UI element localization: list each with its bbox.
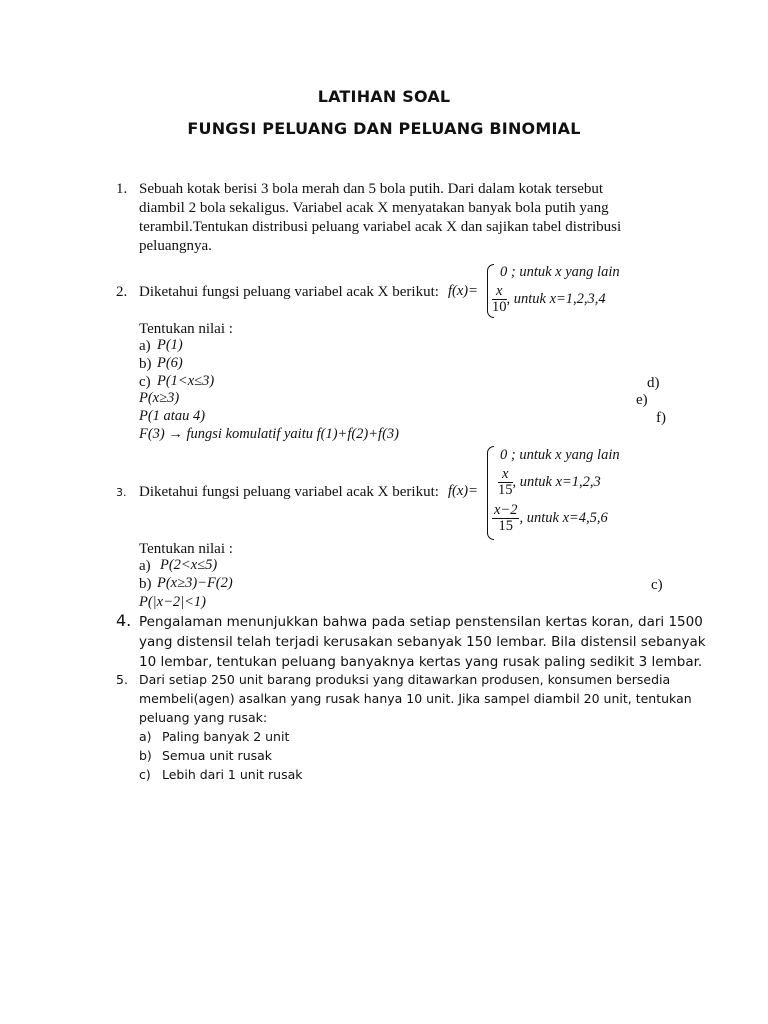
piecewise-case: 0 ; untuk x yang lain bbox=[500, 447, 620, 463]
document-title: LATIHAN SOAL bbox=[317, 87, 451, 106]
question-number: 4. bbox=[116, 611, 132, 630]
item-label: c) bbox=[139, 374, 151, 390]
list-item-label: a) bbox=[139, 729, 152, 744]
fraction-denominator: 15 bbox=[498, 518, 513, 534]
item-label: f) bbox=[656, 410, 666, 426]
question-line: Pengalaman menunjukkan bahwa pada setiap penstensilan kertas koran, dari 1500 bbox=[139, 614, 703, 630]
fraction-denominator: 10 bbox=[492, 299, 507, 315]
piecewise-case bbox=[498, 467, 601, 498]
fraction-denominator: 15 bbox=[498, 482, 513, 498]
item-label: b) bbox=[139, 356, 152, 372]
function-label: f(x)= bbox=[448, 283, 478, 299]
question-number: 2. bbox=[116, 284, 128, 300]
question-line: yang distensil telah terjadi kerusakan sebanyak 150 lembar. Bila distensil sebanyak bbox=[139, 634, 706, 650]
question-text: Diketahui fungsi peluang variabel acak X berikut: bbox=[139, 484, 439, 500]
fraction-numerator: x−2 bbox=[494, 502, 518, 518]
item-expression: P(6) bbox=[157, 355, 183, 371]
question-text: Diketahui fungsi peluang variabel acak X berikut: bbox=[139, 284, 439, 300]
function-label: f(x)= bbox=[448, 483, 478, 499]
item-label: d) bbox=[647, 375, 660, 391]
list-item-label: c) bbox=[139, 767, 151, 782]
case-condition: , untuk x=1,2,3,4 bbox=[506, 290, 606, 307]
piecewise-case: 0 ; untuk x yang lain bbox=[500, 264, 620, 280]
item-expression: P(1<x≤3) bbox=[157, 373, 215, 389]
prompt-text: Tentukan nilai : bbox=[139, 541, 233, 557]
question-line: 10 lembar, tentukan peluang banyaknya kertas yang rusak paling sedikit 3 lembar. bbox=[139, 654, 703, 670]
case-condition: , untuk x=4,5,6 bbox=[519, 509, 608, 526]
prompt-text: Tentukan nilai : bbox=[139, 321, 233, 337]
case-condition: , untuk x=1,2,3 bbox=[512, 473, 601, 490]
question-number: 5. bbox=[116, 672, 128, 687]
item-label: c) bbox=[651, 577, 663, 593]
fraction bbox=[492, 284, 507, 315]
item-label: b) bbox=[139, 576, 152, 592]
question-line: membeli(agen) asalkan yang rusak hanya 10 unit. Jika sampel diambil 20 unit, tentukan bbox=[139, 691, 692, 706]
fraction bbox=[492, 503, 519, 534]
piecewise-case bbox=[492, 503, 608, 534]
question-line: diambil 2 bola sekaligus. Variabel acak X menyatakan banyak bola putih yang bbox=[139, 200, 609, 216]
fraction bbox=[498, 467, 513, 498]
list-item-label: b) bbox=[139, 748, 152, 763]
item-expression: P(2<x≤5) bbox=[160, 557, 218, 573]
question-line: peluangnya. bbox=[139, 238, 212, 254]
fraction-numerator: x bbox=[492, 284, 507, 300]
document-subtitle: FUNGSI PELUANG DAN PELUANG BINOMIAL bbox=[187, 119, 581, 138]
list-item: Semua unit rusak bbox=[162, 748, 273, 763]
item-expression: F(3) → fungsi komulatif yaitu f(1)+f(2)+f(3) bbox=[139, 426, 399, 442]
item-label: a) bbox=[139, 558, 151, 574]
item-expression: P(1 atau 4) bbox=[139, 408, 206, 424]
item-label: e) bbox=[636, 392, 648, 408]
list-item: Lebih dari 1 unit rusak bbox=[162, 767, 303, 782]
question-number: 3. bbox=[116, 486, 127, 499]
question-line: peluang yang rusak: bbox=[139, 710, 268, 725]
question-line: terambil.Tentukan distribusi peluang variabel acak X dan sajikan tabel distribusi bbox=[139, 219, 622, 235]
item-label: a) bbox=[139, 338, 151, 354]
piecewise-case bbox=[492, 284, 606, 315]
question-line: Dari setiap 250 unit barang produksi yang ditawarkan produsen, konsumen bersedia bbox=[139, 672, 671, 687]
item-expression: P(|x−2|<1) bbox=[139, 594, 206, 610]
question-number: 1. bbox=[116, 181, 128, 197]
list-item: Paling banyak 2 unit bbox=[162, 729, 290, 744]
item-expression: P(x≥3) bbox=[139, 390, 180, 406]
item-expression: P(1) bbox=[157, 337, 183, 353]
fraction-numerator: x bbox=[498, 467, 513, 483]
item-expression: P(x≥3)−F(2) bbox=[157, 575, 233, 591]
question-line: Sebuah kotak berisi 3 bola merah dan 5 bola putih. Dari dalam kotak tersebut bbox=[139, 181, 604, 197]
